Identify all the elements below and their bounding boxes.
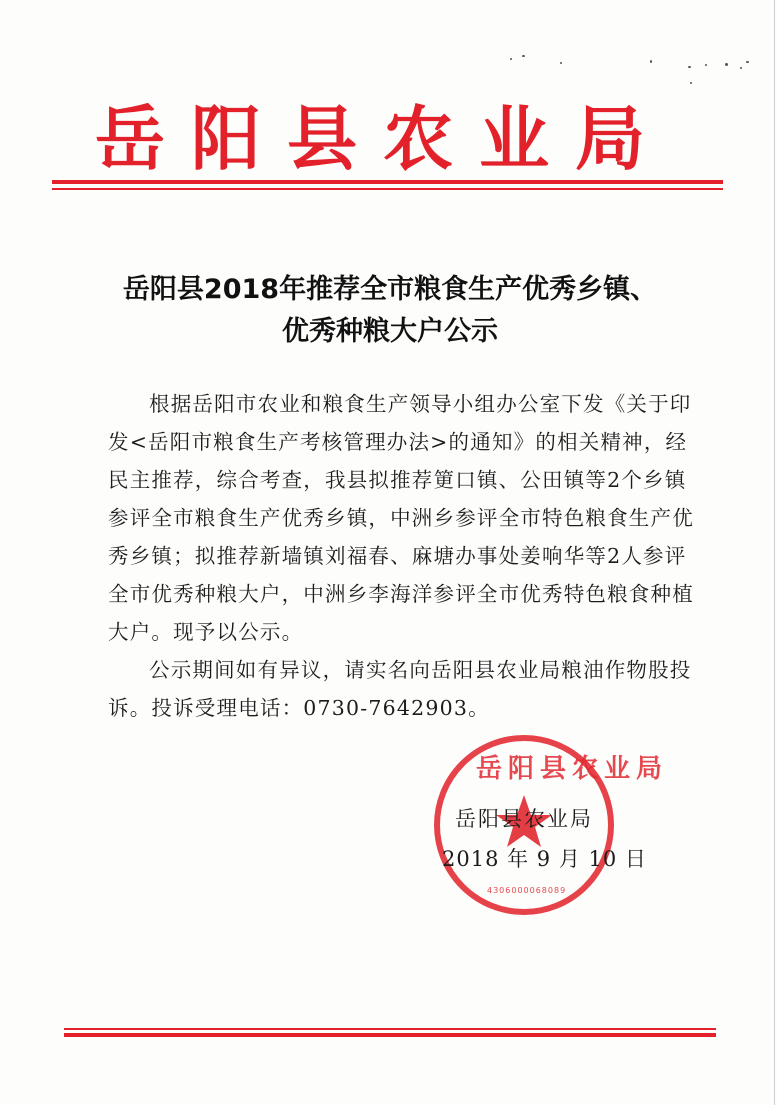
notice-paragraph-1: 根据岳阳市农业和粮食生产领导小组办公室下发《关于印发<岳阳市粮食生产考核管理办法>的通知》的相关精神，经民主推荐，综合考查，我县拟推荐筻口镇、公田镇等2个乡镇参评全市粮食生产优秀乡镇，中洲乡参评全市特色粮食生产优秀乡镇；拟推荐新墙镇刘福春、麻塘办事处姜响华等2人参评全市优秀种粮大户，中洲乡李海洋参评全市优秀特色粮食种植大户。现予以公示。 [108, 392, 694, 644]
footer-rule-thick [64, 1033, 716, 1037]
notice-title-line-1: 岳阳县2018年推荐全市粮食生产优秀乡镇、 [122, 274, 658, 305]
seal-arc-text: 岳阳县农业局 [476, 754, 669, 784]
scan-specks [500, 50, 770, 90]
seal-number: 4306000068089 [487, 886, 567, 895]
page-edge [774, 0, 775, 1105]
letterhead-rule-thick [52, 180, 723, 184]
notice-title-line-2: 优秀种粮大户公示 [282, 316, 498, 347]
signature-date: 2018 年 9 月 10 日 [442, 847, 647, 871]
letterhead-org-name: 岳阳县农业局 [95, 97, 671, 180]
footer-rule-thin [64, 1028, 716, 1030]
letterhead-rule-thin [52, 188, 723, 190]
notice-paragraph-2: 公示期间如有异议，请实名向岳阳县农业局粮油作物股投诉。投诉受理电话：0730-7642903。 [108, 658, 692, 720]
signature-org: 岳阳县农业局 [455, 807, 593, 831]
notice-body [108, 385, 698, 727]
